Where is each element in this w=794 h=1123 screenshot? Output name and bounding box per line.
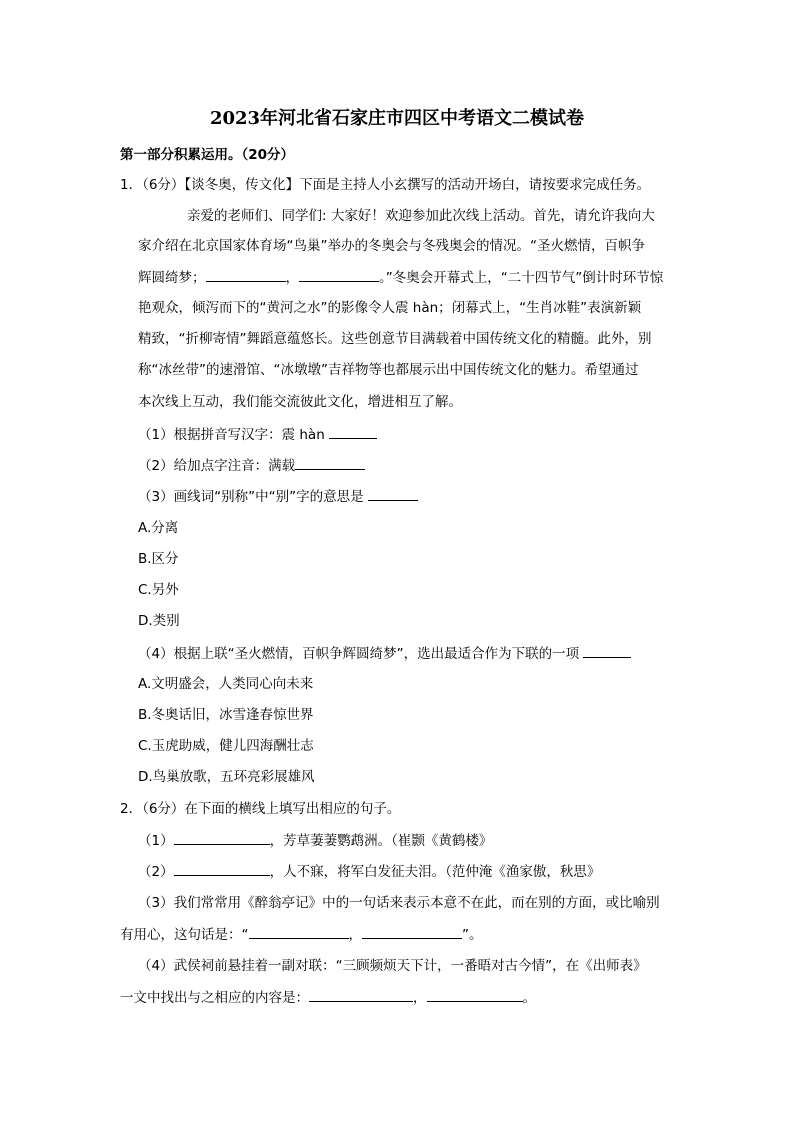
q2-sub-question-4: （4）武侯祠前悬挂着一副对联：“三顾频烦天下计，一番晤对古今情”，在《出师表》 <box>138 958 647 974</box>
q1-paragraph-line <box>138 267 663 288</box>
q1-paragraph-line: 称“冰丝带”的速滑馆、“冰墩墩”吉祥物等也都展示出中国传统文化的魅力。希望通过 <box>138 362 639 378</box>
question-1-heading: 1．（6分）【谈冬奥，传文化】下面是主持人小玄撰写的活动开场白，请按要求完成任务。 <box>120 177 651 193</box>
fill-blank[interactable] <box>299 267 379 282</box>
q1-paragraph-text: ， <box>285 270 299 286</box>
question-2-heading: 2．（6分）在下面的横线上填写出相应的句子。 <box>120 801 401 817</box>
q1-paragraph-line: 本次线上互动，我们能交流彼此文化，增进相互了解。 <box>138 394 462 410</box>
answer-blank[interactable] <box>249 924 349 939</box>
answer-blank[interactable] <box>362 924 462 939</box>
answer-blank[interactable] <box>368 486 418 501</box>
q1-sub-question-4: （4）根据上联“圣火燃情，百帜争辉圆绮梦”，选出最适合作为下联的一项 <box>138 643 631 664</box>
answer-blank[interactable] <box>583 643 631 658</box>
fill-blank[interactable] <box>206 267 286 282</box>
answer-blank[interactable] <box>329 424 377 439</box>
option-b: B.冬奥话旧，冰雪逢春惊世界 <box>138 707 314 723</box>
q1-paragraph-line: 家介绍在北京国家体育场“鸟巢”举办的冬奥会与冬残奥会的情况。“圣火燃情，百帜争 <box>138 238 645 254</box>
option-c: C.另外 <box>138 582 179 598</box>
q2-sub-question-1: （1） ，芳草萋萋鹦鹉洲。（崔颢《黄鹤楼》 <box>138 830 492 851</box>
q1-paragraph-line: 亲爱的老师们、同学们: 大家好！欢迎参加此次线上活动。首先，请允许我向大 <box>187 208 655 224</box>
q1-sub-question-1: （1）根据拼音写汉字：震 hàn <box>138 424 377 445</box>
option-c: C.玉虎助威，健儿四海酬壮志 <box>138 738 314 754</box>
answer-blank[interactable] <box>309 987 413 1002</box>
q1-sub-question-3: （3）画线词“别称”中“别”字的意思是 <box>138 486 418 507</box>
option-d: D.鸟巢放歌，五环亮彩展雄风 <box>138 769 315 785</box>
answer-blank[interactable] <box>174 830 270 845</box>
q1-paragraph-text: 辉圆绮梦； <box>138 270 206 286</box>
q1-sub-question-2: （2）给加点字注音：满载 <box>138 455 365 476</box>
q2-sub-question-4-cont: 一文中找出与之相应的内容是： ， 。 <box>120 987 536 1008</box>
answer-blank[interactable] <box>427 987 523 1002</box>
q2-sub-question-2: （2） ，人不寐，将军白发征夫泪。（范仲淹《渔家傲，秋思》 <box>138 861 600 882</box>
section-heading: 第一部分积累运用。（20分） <box>120 147 295 163</box>
option-a: A.分离 <box>138 520 179 536</box>
answer-blank[interactable] <box>295 455 365 470</box>
q1-paragraph-text: 。”冬奥会开幕式上，“二十四节气”倒计时环节惊 <box>379 270 664 286</box>
page-title: 2023年河北省石家庄市四区中考语文二模试卷 <box>209 108 585 129</box>
answer-blank[interactable] <box>174 861 270 876</box>
option-a: A.文明盛会，人类同心向未来 <box>138 676 314 692</box>
q1-paragraph-line: 精致，“折柳寄情”舞蹈意蕴悠长。这些创意节目满载着中国传统文化的精髓。此外，别 <box>138 331 652 347</box>
q2-sub-question-3-cont: 有用心，这句话是：“ ， ”。 <box>120 924 483 945</box>
option-d: D.类别 <box>138 613 180 629</box>
q1-paragraph-line: 艳观众，倾泻而下的“黄河之水”的影像令人震 hàn；闭幕式上，“生肖冰鞋”表演新颖 <box>138 300 642 316</box>
option-b: B.区分 <box>138 551 179 567</box>
q2-sub-question-3: （3）我们常常用《醉翁亭记》中的一句话来表示本意不在此，而在别的方面，或比喻别 <box>138 895 660 911</box>
